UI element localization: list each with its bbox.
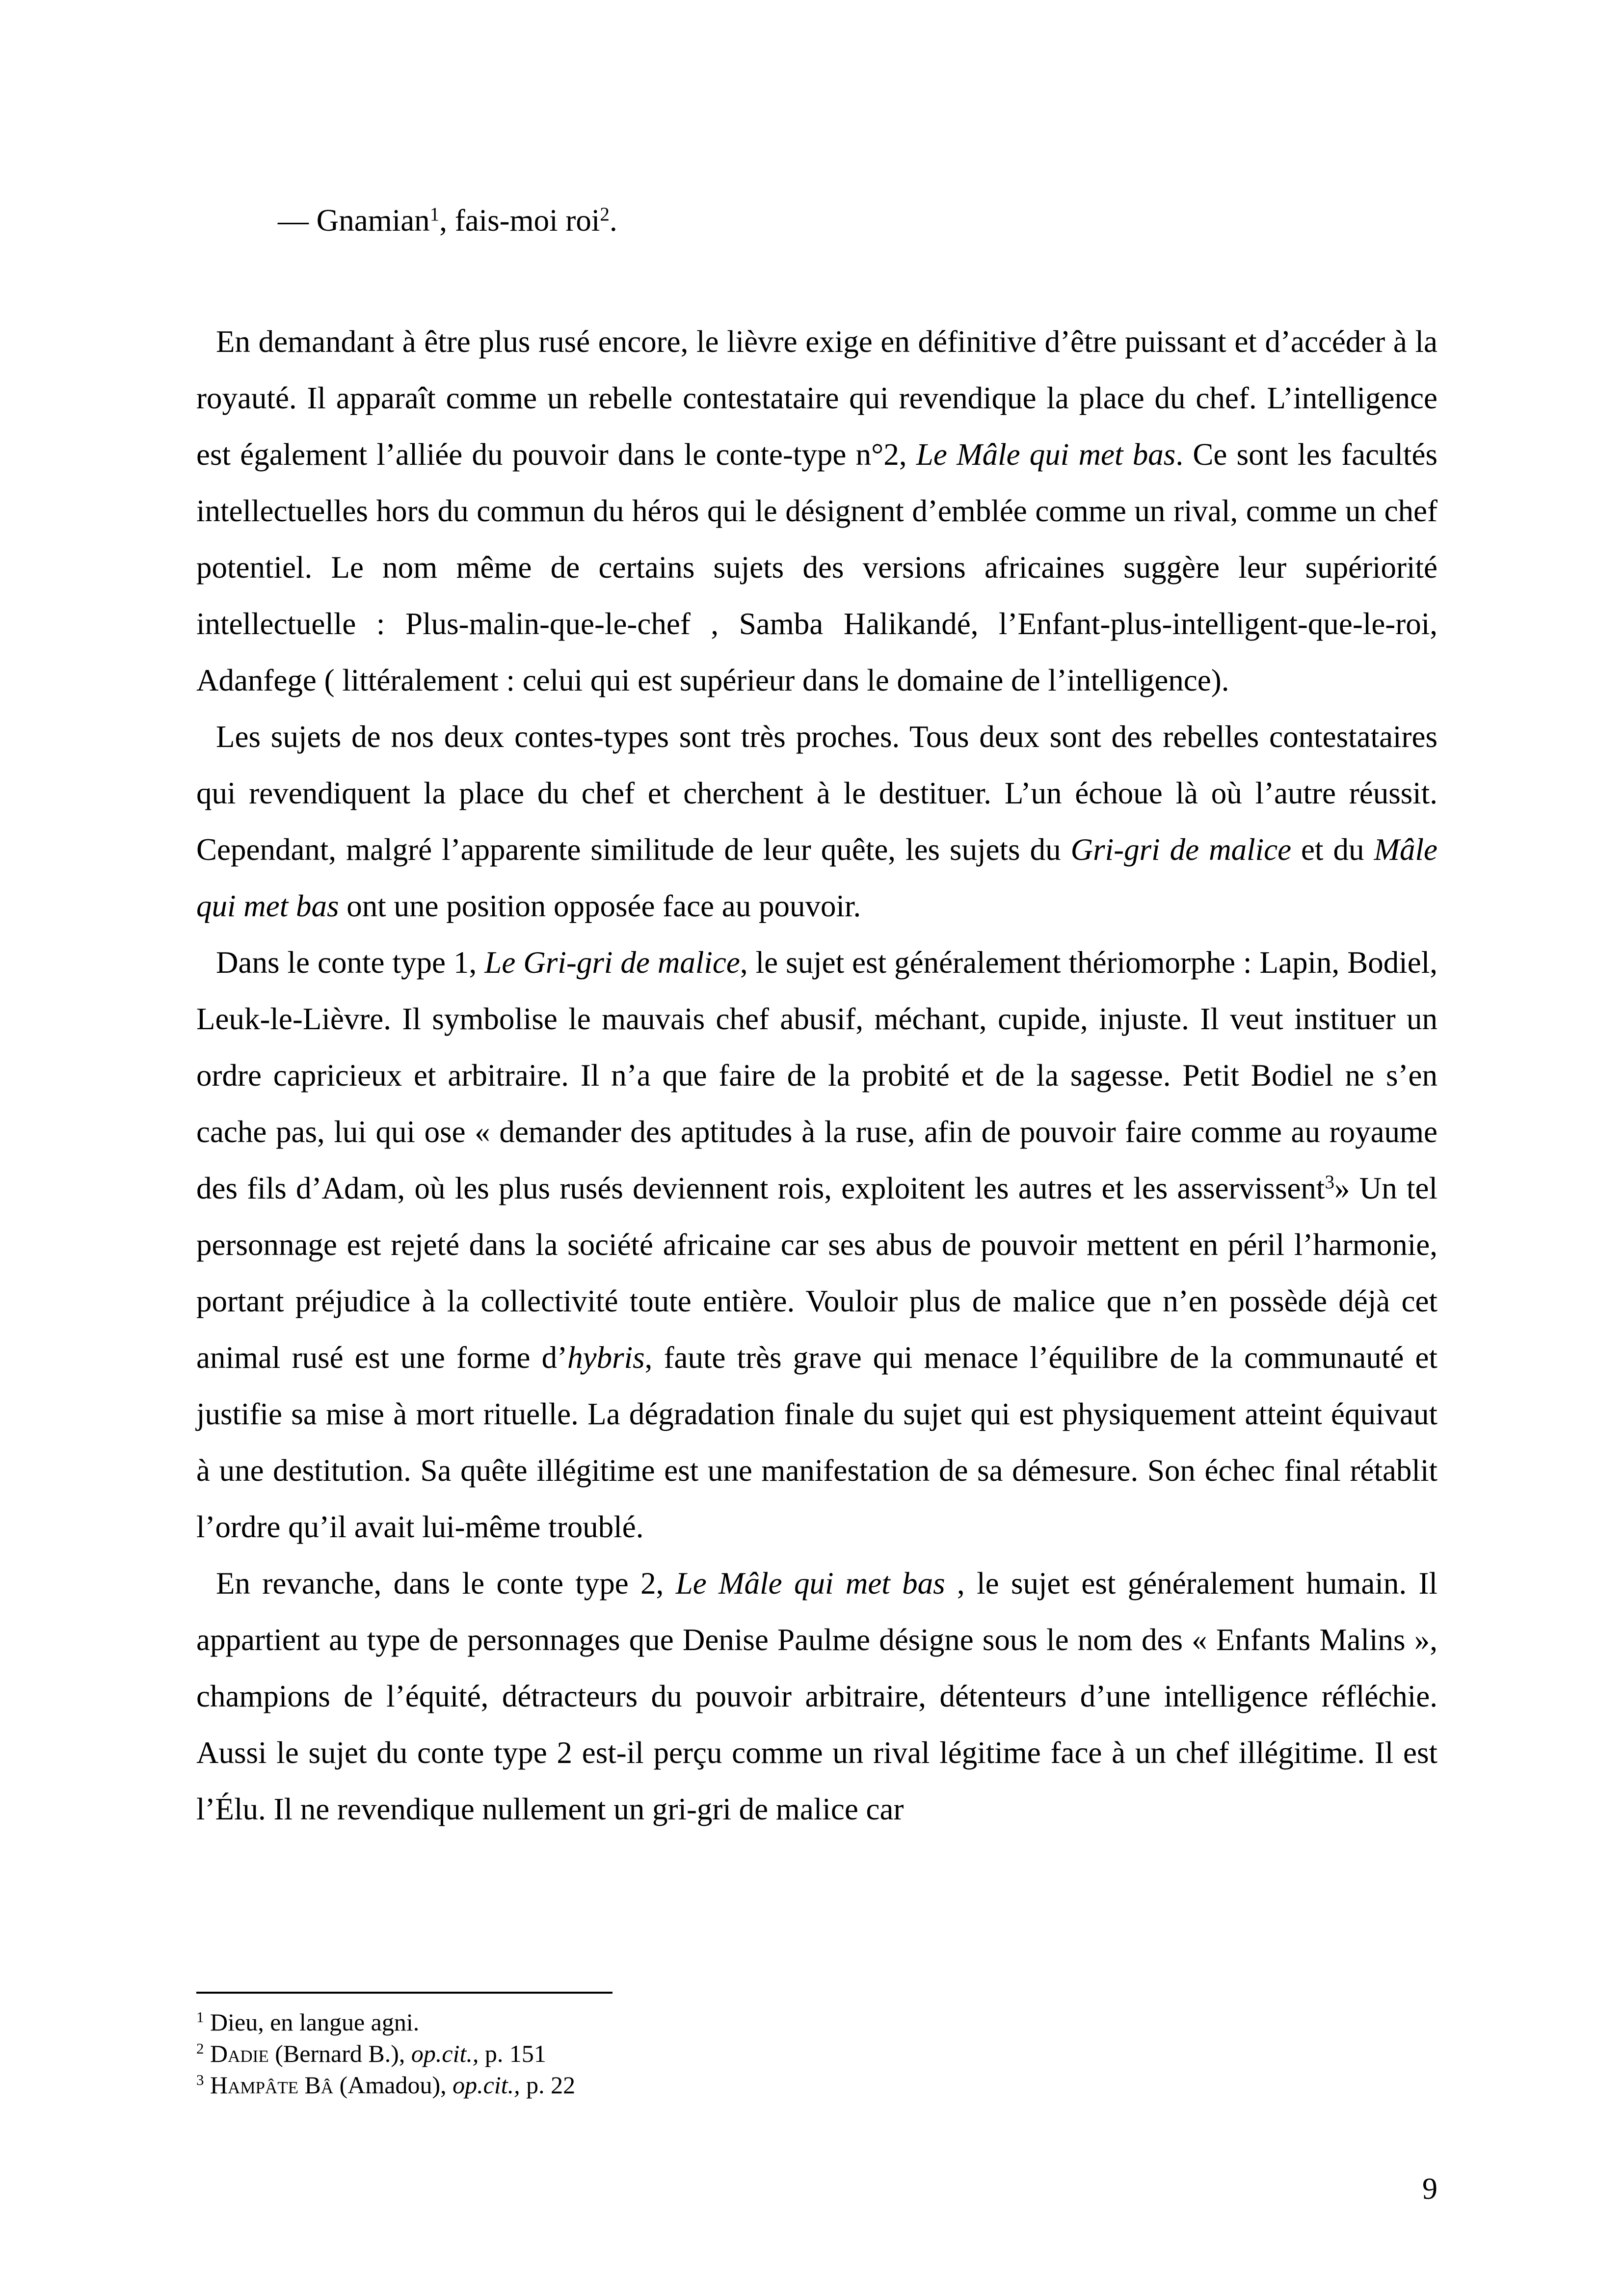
footnote-marker-2: 2 <box>196 2039 204 2057</box>
opening-quote: — Gnamian$^1$, fais-moi roi$^2$. <box>278 203 617 238</box>
paragraph-1: En demandant à être plus rusé encore, le lièvre exige en définitive d’être puissant et d’accéder à la royauté. Il apparaît comme un rebelle contestataire qui revendique la place du chef. L’intelligence est également l’alliée du pouvoir dans le conte-type n°2, Le Mâle qui met bas. Ce sont les facultés intellectuelles hors du commun du héros qui le désignent d’emblée comme un rival, comme un chef potentiel. Le nom même de certains sujets des versions africaines suggère leur supériorité intellectuelle : Plus-malin-que-le-chef , Samba Halikandé, l’Enfant-plus-intelligent-que-le-roi, Adanfege ( littéralement : celui qui est supérieur dans le domaine de l’intelligence). <box>196 324 1437 697</box>
paragraph-4: En revanche, dans le conte type 2, Le Mâle qui met bas , le sujet est généralement humain. Il appartient au type de personnages que Denise Paulme désigne sous le nom des « Enfants Malins », champions de l’équité, détracteurs du pouvoir arbitraire, détenteurs d’une intelligence réfléchie. Aussi le sujet du conte type 2 est-il perçu comme un rival légitime face à un chef illégitime. Il est l’Élu. Il ne revendique nullement un gri-gri de malice car <box>196 1566 1437 1826</box>
footnote-3 <box>196 2069 1437 2101</box>
page-number: 9 <box>1422 2172 1437 2206</box>
paragraph-3: Dans le conte type 1, Le Gri-gri de malice, le sujet est généralement thériomorphe : Lapin, Bodiel, Leuk-le-Lièvre. Il symbolise le mauvais chef abusif, méchant, cupide, injuste. Il veut instituer un ordre capricieux et arbitraire. Il n’a que faire de la probité et de la sagesse. Petit Bodiel ne s’en cache pas, lui qui ose « demander des aptitudes à la ruse, afin de pouvoir faire comme au royaume des fils d’Adam, où les plus rusés deviennent rois, exploitent les autres et les asservissent$^3$» Un tel personnage est rejeté dans la société africaine car ses abus de pouvoir mettent en péril l’harmonie, portant préjudice à la collectivité toute entière. Vouloir plus de malice que n’en possède déjà cet animal rusé est une forme d’hybris, faute très grave qui menace l’équilibre de la communauté et justifie sa mise à mort rituelle. La dégradation finale du sujet qui est physiquement atteint équivaut à une destitution. Sa quête illégitime est une manifestation de sa démesure. Son échec final rétablit l’ordre qu’il avait lui-même troublé. <box>196 945 1437 1544</box>
footnote-2-text: Dadie (Bernard B.), op.cit., p. 151 <box>210 2040 546 2067</box>
paragraph-2: Les sujets de nos deux contes-types sont très proches. Tous deux sont des rebelles contestataires qui revendiquent la place du chef et cherchent à le destituer. L’un échoue là où l’autre réussit. Cependant, malgré l’apparente similitude de leur quête, les sujets du Gri-gri de malice et du Mâle qui met bas ont une position opposée face au pouvoir. <box>196 720 1437 923</box>
footnote-separator <box>196 1992 612 1994</box>
footnote-2 <box>196 2038 1437 2069</box>
footnote-area <box>196 1992 1437 2101</box>
footnote-marker-1: 1 <box>196 2008 204 2026</box>
footnote-1 <box>196 2006 1437 2038</box>
footnote-1-text: Dieu, en langue agni. <box>204 2008 420 2036</box>
footnote-3-text: Hampâte Bâ (Amadou), op.cit., p. 22 <box>210 2071 576 2099</box>
text-column <box>196 0 1437 1838</box>
footnote-marker-3: 3 <box>196 2071 204 2088</box>
